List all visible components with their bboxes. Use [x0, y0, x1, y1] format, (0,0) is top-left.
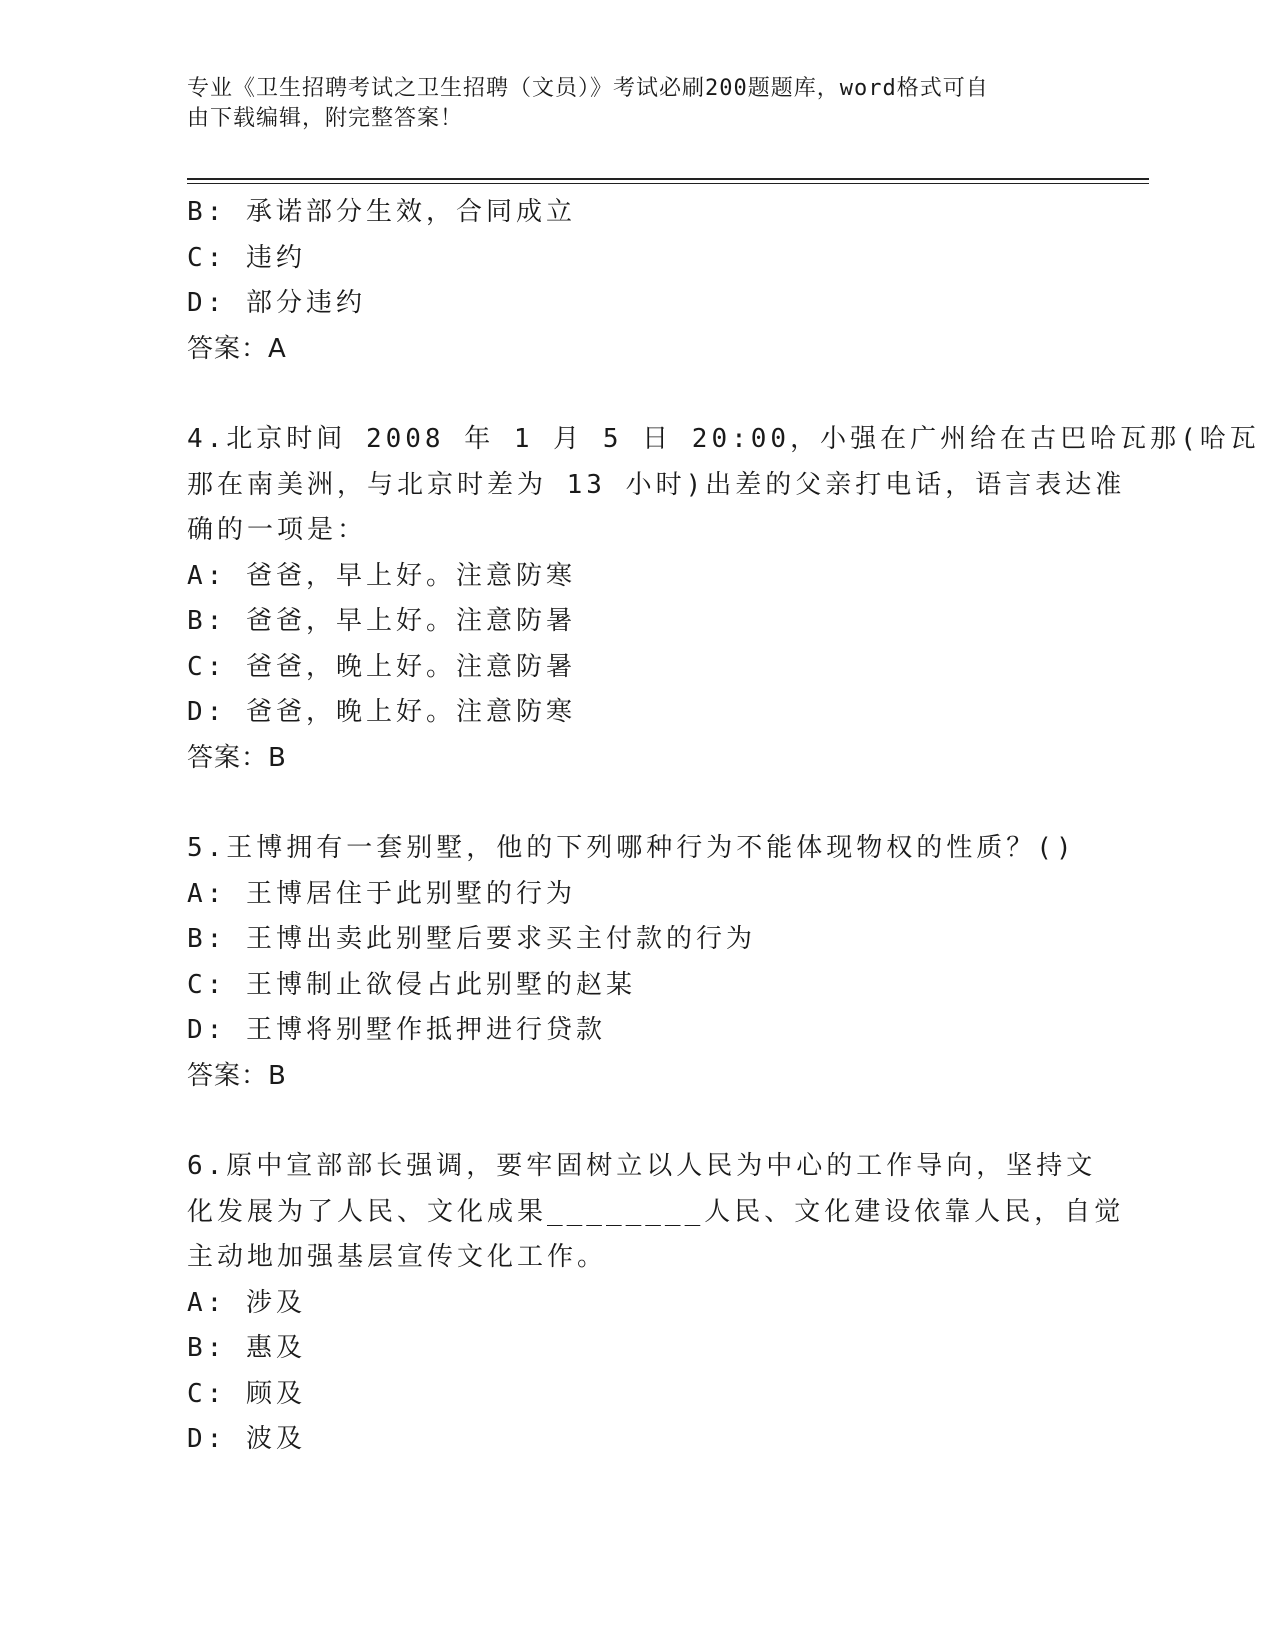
header-divider-thick	[187, 178, 1149, 180]
option-c: C: 爸爸，晚上好。注意防暑	[187, 651, 576, 682]
option-b: B: 王博出卖此别墅后要求买主付款的行为	[187, 924, 756, 954]
option-b: B: 爸爸，早上好。注意防暑	[187, 606, 576, 636]
question-spacer	[187, 781, 1087, 826]
option-c: C: 顾及	[187, 1378, 306, 1409]
option-d: D: 波及	[187, 1424, 306, 1454]
question-6	[187, 1144, 1125, 1463]
document-header	[187, 74, 1067, 134]
header-line-2: 由下载编辑，附完整答案！	[187, 106, 464, 131]
question-spacer	[187, 372, 1087, 417]
question-list	[187, 190, 1260, 1463]
option-a: A: 涉及	[187, 1287, 306, 1318]
option-d: D: 爸爸，晚上好。注意防寒	[187, 697, 576, 727]
question-5	[187, 826, 1087, 1099]
option-d: D: 王博将别墅作抵押进行贷款	[187, 1015, 606, 1045]
option-a: A: 爸爸，早上好。注意防寒	[187, 560, 576, 591]
header-divider-thin	[187, 183, 1149, 184]
question-3	[187, 190, 1087, 372]
question-text-line: 6.原中宣部部长强调，要牢固树立以人民为中心的工作导向，坚持文	[187, 1151, 1097, 1181]
header-line-1: 专业《卫生招聘考试之卫生招聘（文员）》考试必刷200题题库，word格式可自	[187, 76, 989, 101]
option-c: C: 违约	[187, 242, 306, 273]
option-a: A: 王博居住于此别墅的行为	[187, 878, 576, 909]
answer-line: 答案：B	[187, 742, 287, 773]
option-b: B: 惠及	[187, 1333, 306, 1363]
question-spacer	[187, 1099, 1087, 1144]
question-text-line: 主动地加强基层宣传文化工作。	[187, 1242, 608, 1272]
option-d: D: 部分违约	[187, 288, 366, 318]
question-text-line: 5.王博拥有一套别墅，他的下列哪种行为不能体现物权的性质？()	[187, 833, 1076, 863]
question-text-line: 化发展为了人民、文化成果________人民、文化建设依靠人民，自觉	[187, 1196, 1125, 1227]
question-text-line: 4.北京时间 2008 年 1 月 5 日 20:00，小强在广州给在古巴哈瓦那(哈瓦	[187, 424, 1260, 454]
question-text-line: 确的一项是：	[187, 515, 368, 545]
answer-line: 答案：B	[187, 1060, 287, 1091]
answer-line: 答案：A	[187, 333, 287, 364]
option-b: B: 承诺部分生效，合同成立	[187, 197, 576, 227]
question-4	[187, 417, 1260, 781]
option-c: C: 王博制止欲侵占此别墅的赵某	[187, 969, 636, 1000]
question-text-line: 那在南美洲，与北京时差为 13 小时)出差的父亲打电话，语言表达准	[187, 469, 1126, 500]
